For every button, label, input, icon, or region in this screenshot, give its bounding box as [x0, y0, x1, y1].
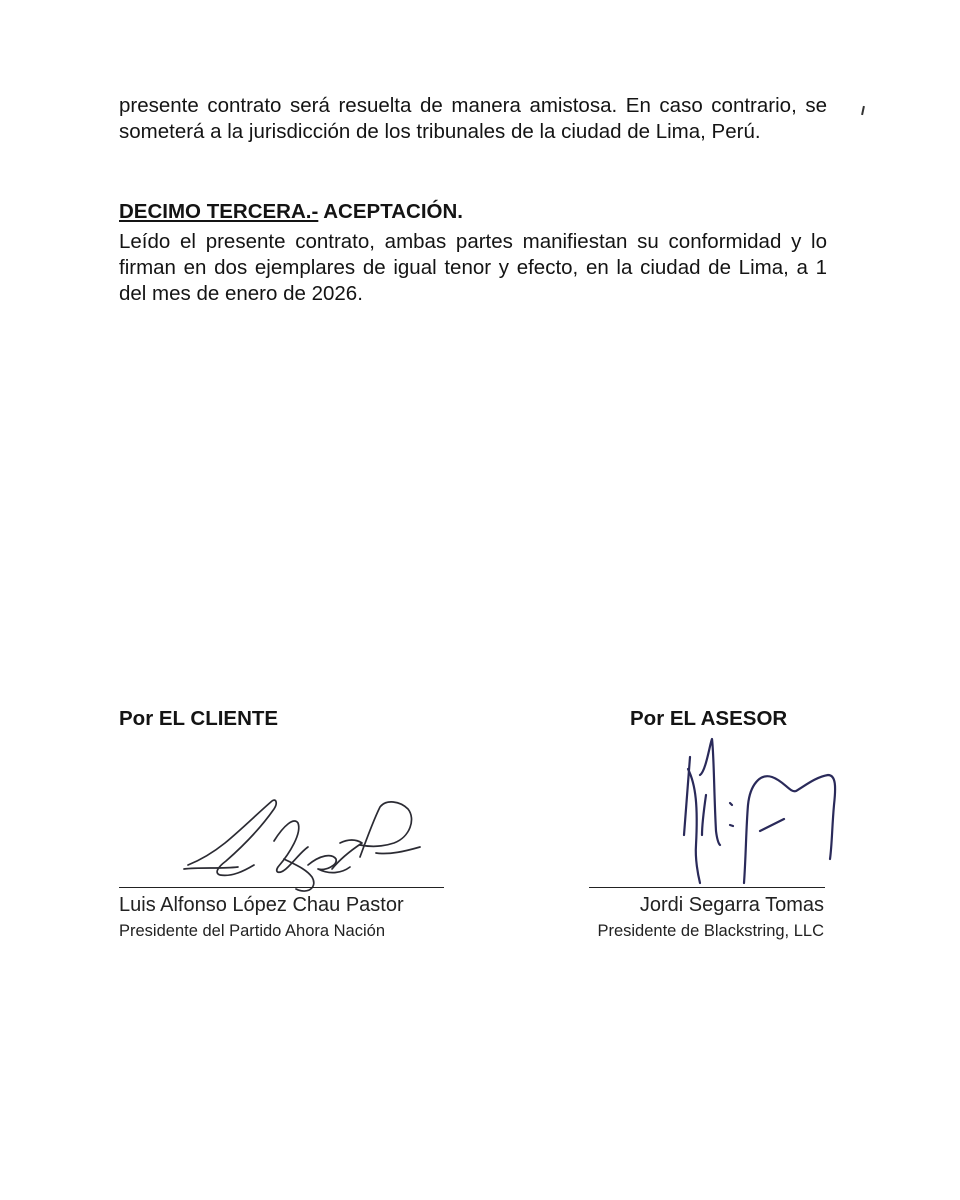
advisor-signer-role: Presidente de Blackstring, LLC — [597, 922, 824, 940]
client-signer-name: Luis Alfonso López Chau Pastor — [119, 894, 404, 916]
clause-thirteen-number: DECIMO TERCERA.- — [119, 200, 319, 223]
clause-thirteen-body: Leído el presente contrato, ambas partes manifiestan su conformidad y lo firman en dos ejemplares de igual tenor y efecto, en la ciudad de Lima, a 1 del mes de enero de 2026. — [119, 230, 827, 305]
advisor-signature-label: Por EL ASESOR — [630, 707, 788, 730]
clause-thirteen-heading — [119, 199, 463, 225]
clause-thirteen-title: ACEPTACIÓN. — [323, 200, 463, 223]
advisor-signature-line — [589, 887, 825, 888]
client-signer-role: Presidente del Partido Ahora Nación — [119, 922, 385, 940]
scan-mark — [861, 106, 865, 115]
client-signature-line — [119, 887, 444, 888]
advisor-signer-name: Jordi Segarra Tomas — [639, 894, 824, 916]
client-signature-label: Por EL CLIENTE — [119, 707, 279, 730]
clause-twelve-ending-text: presente contrato será resuelta de manera amistosa. En caso contrario, se someterá a la jurisdicción de los tribunales de la ciudad de Lima, Perú. — [119, 94, 827, 143]
